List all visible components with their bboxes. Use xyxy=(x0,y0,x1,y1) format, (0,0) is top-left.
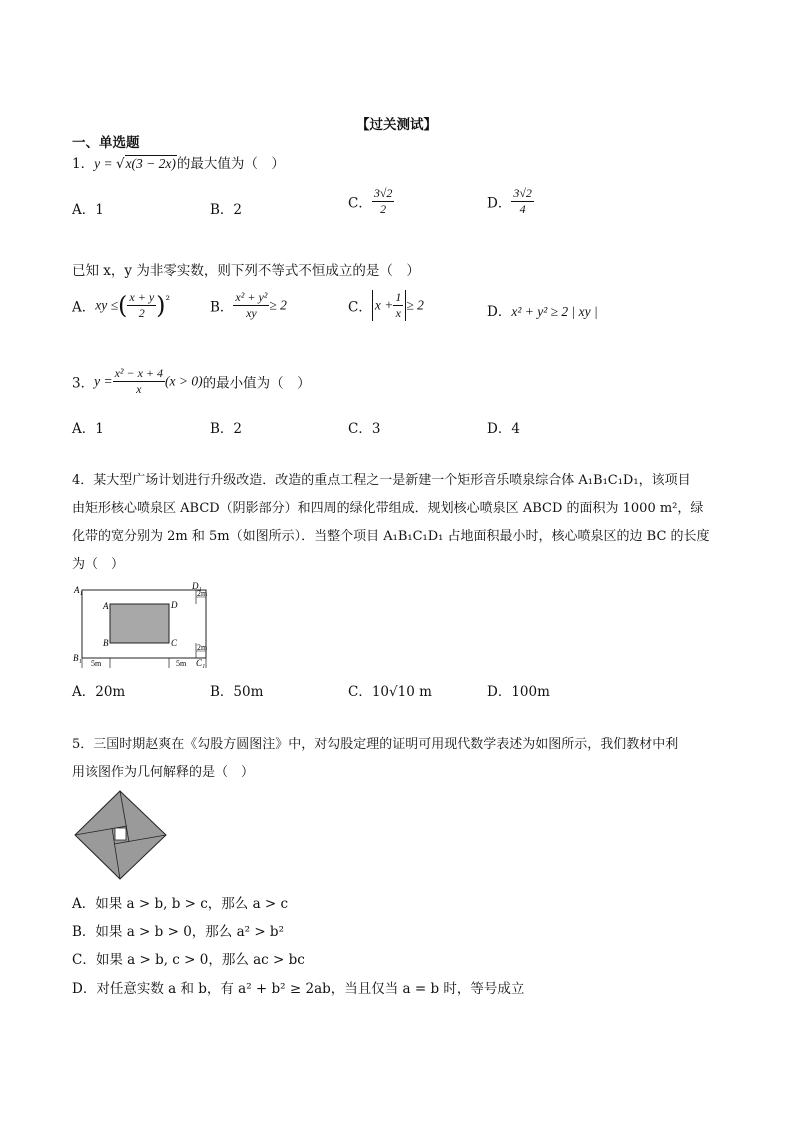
left-paren: ( xyxy=(118,291,128,320)
option-letter: B． xyxy=(210,421,234,437)
q1-radicand: x(3 − 2x) xyxy=(125,156,176,171)
question-number: 1． xyxy=(72,156,95,172)
right-paren: ) xyxy=(156,291,166,320)
q5-option-a[interactable] xyxy=(72,892,288,912)
option-letter: D． xyxy=(72,981,97,997)
inner-square xyxy=(115,828,126,840)
option-letter: D． xyxy=(487,195,512,212)
q3-option-c[interactable] xyxy=(348,417,380,437)
q1-option-d[interactable] xyxy=(487,186,534,217)
question-4-line-4: 为（ ） xyxy=(72,557,125,572)
option-text: 对任意实数 a 和 b，有 a² + b² ≥ 2ab，当且仅当 a = b 时，等号成立 xyxy=(96,981,525,997)
question-text: 三国时期赵爽在《勾股方圆图注》中，对勾股定理的证明可用现代数学表述为如图所示，我们教材中利 xyxy=(93,737,679,752)
option-text: 2 xyxy=(233,202,243,218)
q2-option-a[interactable] xyxy=(72,290,170,321)
option-text: 如果 a > b, b > c，那么 a > c xyxy=(95,896,289,912)
q5-option-b[interactable] xyxy=(72,920,284,940)
option-text: 如果 a > b > 0，那么 a² > b² xyxy=(95,924,284,940)
label-a: A xyxy=(103,601,109,611)
q1-option-b[interactable] xyxy=(210,198,242,218)
option-text: 如果 a > b, c > 0，那么 ac > bc xyxy=(95,952,305,968)
q3-suffix: 的最小值为（ ） xyxy=(202,375,311,392)
q2-option-c[interactable] xyxy=(348,290,424,321)
question-5-line-1 xyxy=(72,733,678,752)
option-rhs: ≥ 2 xyxy=(269,297,287,313)
dim-label-right: 5m xyxy=(176,659,187,668)
option-text: 4 xyxy=(511,421,520,437)
option-fraction: $\frac{\text{x² + y²}}{xy}$ xyxy=(235,290,268,320)
option-letter: B． xyxy=(72,924,96,940)
option-letter: D． xyxy=(487,304,512,320)
option-text: 10√10 m xyxy=(371,684,432,700)
option-letter: C． xyxy=(348,299,372,316)
option-text: 100m xyxy=(511,684,550,700)
option-text: 3 xyxy=(371,421,381,437)
label-c: C xyxy=(171,638,178,648)
option-letter: A． xyxy=(72,299,96,316)
option-text: 50m xyxy=(233,684,264,700)
question-3-stem xyxy=(72,366,311,397)
label-b1: B₁ xyxy=(73,653,82,663)
option-fraction: $\frac{3√2}{4}$ xyxy=(513,186,532,216)
q3-prefix: y = xyxy=(94,373,113,389)
q3-option-d[interactable] xyxy=(487,417,520,437)
label-d1: D₁ xyxy=(192,582,202,591)
q4-option-c[interactable] xyxy=(348,680,432,700)
option-text: x² + y² ≥ 2 | xy | xyxy=(511,304,598,319)
option-fraction: $\frac{x + y}{2}$ xyxy=(129,290,155,320)
question-number: 5． xyxy=(72,737,94,752)
option-letter: B． xyxy=(210,202,234,218)
option-letter: D． xyxy=(487,421,512,437)
option-text: 2 xyxy=(233,421,243,437)
section-heading: 一、单选题 xyxy=(72,135,140,151)
label-b: B xyxy=(103,638,109,648)
q3-condition: (x > 0) xyxy=(165,373,203,389)
question-text: 某大型广场计划进行升级改造．改造的重点工程之一是新建一个矩形音乐喷泉综合体 A₁B₁C₁D₁，该项目 xyxy=(93,473,691,488)
q4-option-b[interactable] xyxy=(210,680,263,700)
question-1-stem xyxy=(72,152,285,172)
absolute-value: x + $\frac{1}{x}$ xyxy=(372,290,406,321)
option-lhs: xy ≤ xyxy=(95,297,119,313)
q1-option-c[interactable] xyxy=(348,186,394,217)
sqrt-symbol: √ xyxy=(115,156,125,172)
option-letter: A． xyxy=(72,202,96,218)
option-letter: C． xyxy=(72,952,96,968)
question-5-line-2: 用该图作为几何解释的是（ ） xyxy=(72,765,255,780)
option-text: 1 xyxy=(95,421,104,437)
option-letter: C． xyxy=(348,684,372,700)
option-exponent: ² xyxy=(165,293,171,307)
option-letter: C． xyxy=(348,195,372,212)
label-d: D xyxy=(171,600,178,610)
question-number: 3． xyxy=(72,375,95,392)
question-4-line-2: 由矩形核心喷泉区 ABCD（阴影部分）和四周的绿化带组成．规划核心喷泉区 ABCD 的面积为 1000 m²，绿 xyxy=(72,501,704,516)
q3-option-b[interactable] xyxy=(210,417,242,437)
q1-option-a[interactable] xyxy=(72,198,104,218)
question-number: 4． xyxy=(72,473,94,488)
q5-option-d[interactable] xyxy=(72,977,524,997)
option-letter: D． xyxy=(487,684,512,700)
option-letter: B． xyxy=(210,684,234,700)
option-text: 1 xyxy=(95,202,104,218)
zhao-shuang-diagram xyxy=(74,790,168,880)
q3-option-a[interactable] xyxy=(72,417,104,437)
option-letter: A． xyxy=(72,684,96,700)
page-title: 【过关测试】 xyxy=(356,117,437,133)
option-text: 20m xyxy=(95,684,126,700)
dim-label-top: 2m xyxy=(197,589,208,598)
q3-fraction: $\frac{\text{x² − x + 4}}{x}$ xyxy=(114,366,164,396)
label-a1: A₁ xyxy=(74,585,83,595)
fountain-diagram xyxy=(72,582,216,668)
core-fountain-area xyxy=(110,604,169,643)
option-letter: A． xyxy=(72,896,96,912)
q4-option-a[interactable] xyxy=(72,680,125,700)
label-c1: C₁ xyxy=(196,658,206,668)
q2-option-b[interactable] xyxy=(210,290,287,321)
q4-option-d[interactable] xyxy=(487,680,550,700)
question-4-line-1 xyxy=(72,469,691,488)
option-rhs: ≥ 2 xyxy=(406,297,424,313)
q5-option-c[interactable] xyxy=(72,948,305,968)
option-fraction: $\frac{3√2}{2}$ xyxy=(373,186,393,216)
dim-label-bottom: 2m xyxy=(197,643,208,652)
option-letter: A． xyxy=(72,421,96,437)
option-letter: B． xyxy=(210,299,234,316)
question-2-stem: 已知 x，y 为非零实数，则下列不等式不恒成立的是（ ） xyxy=(72,263,420,279)
option-letter: C． xyxy=(348,421,372,437)
q2-option-d[interactable] xyxy=(487,300,598,320)
question-4-line-3: 化带的宽分别为 2m 和 5m（如图所示）．当整个项目 A₁B₁C₁D₁ 占地面积最小时，核心喷泉区的边 BC 的长度 xyxy=(72,529,710,544)
q1-prefix: y = xyxy=(94,156,116,171)
dim-label-left: 5m xyxy=(91,659,102,668)
q1-suffix: 的最大值为（ ） xyxy=(176,156,285,172)
